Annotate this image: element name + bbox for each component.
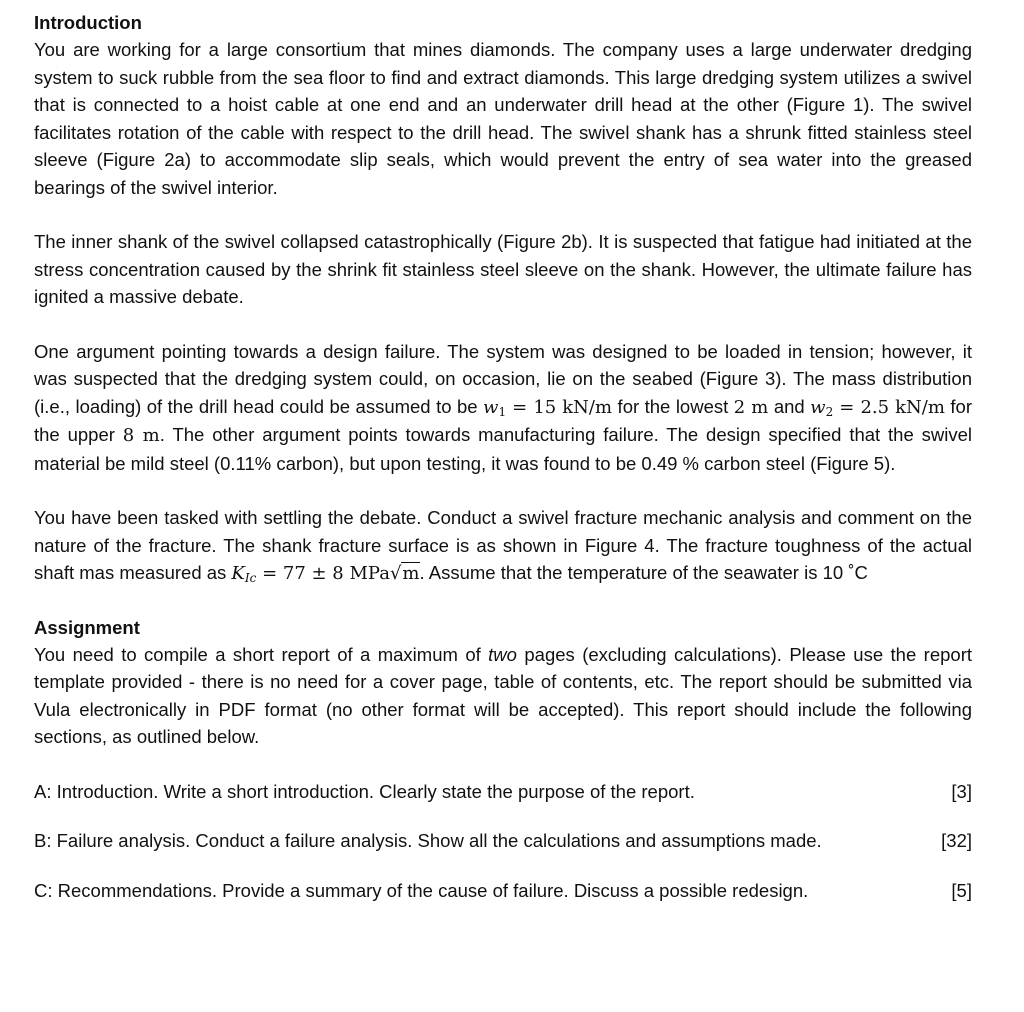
length-lower: 2 m: [733, 396, 769, 418]
section-item-text: B: Failure analysis. Conduct a failure analysis. Show all the calculations and assumptions made.: [34, 830, 822, 851]
section-item-a: [34, 778, 972, 806]
intro-paragraph-2: The inner shank of the swivel collapsed catastrophically (Figure 2b). It is suspected that fatigue had initiated at the stress concentration caused by the shrink fit stainless steel sleeve on the shank. However, the ultimate failure has ignited a massive debate.: [34, 231, 972, 307]
section-item-marks: [32]: [941, 830, 972, 851]
assignment-paragraph: You need to compile a short report of a maximum of two pages (excluding calculations). Please use the report template provided - there is no need for a cover page, table of contents, etc. The report should be submitted via Vula electronically in PDF format (no other format will be accepted). This report should include the following sections, as outlined below.: [34, 643, 972, 747]
fracture-toughness-equation: $K_{Ic} = 77 \pm 8$ MPa√m: [231, 563, 420, 585]
section-item-b: [34, 827, 972, 855]
introduction-heading: Introduction: [34, 12, 142, 33]
section-item-marks: [5]: [951, 879, 972, 901]
length-upper: 8 m: [122, 425, 160, 446]
load-w2-equation: $w_2 = 2.5$ kN/m: [810, 396, 945, 419]
assignment-heading: Assignment: [34, 616, 140, 638]
section-item-text: C: Recommendations. Provide a summary of the cause of failure. Discuss a possible redesign.: [34, 879, 809, 901]
intro-paragraph-4: You have been tasked with settling the debate. Conduct a swivel fracture mechanic analysis and comment on the nature of the fracture. The shank fracture surface is as shown in Figure 4. The fracture toughness of the actual shaft mas measured as $K_{Ic} = 77 \pm 8$ MPa√m. Assume that the temperature of the seawater is 10 ˚C: [34, 507, 972, 585]
intro-paragraph-1: You are working for a large consortium that mines diamonds. The company uses a large underwater dredging system to suck rubble from the sea floor to find and extract diamonds. This large dredging system utilizes a swivel that is connected to a hoist cable at one end and an underwater drill head at the other (Figure 1). The swivel facilitates rotation of the cable with respect to the drill head. The swivel shank has a shrunk fitted stainless steel sleeve (Figure 2a) to accommodate slip seals, which would prevent the entry of sea water into the greased bearings of the swivel interior.: [34, 39, 972, 198]
load-w1-equation: $w_1 = 15$ kN/m: [483, 396, 613, 419]
section-item-text: A: Introduction. Write a short introduction. Clearly state the purpose of the report.: [34, 780, 695, 802]
document-page: [34, 10, 972, 904]
section-item-c: [34, 877, 972, 905]
intro-paragraph-3: One argument pointing towards a design failure. The system was designed to be loaded in tension; however, it was suspected that the dredging system could, on occasion, lie on the seabed (Figure 3). The mass distribution (i.e., loading) of the drill head could be assumed to be $w_1 = 15$ kN/m for the lowest 2 m and $w_2 = 2.5$ kN/m for the upper 8 m. The other argument points towards manufacturing failure. The design specified that the swivel material be mild steel (0.11% carbon), but upon testing, it was found to be 0.49 % carbon steel (Figure 5).: [34, 340, 972, 474]
section-item-marks: [3]: [951, 780, 972, 802]
